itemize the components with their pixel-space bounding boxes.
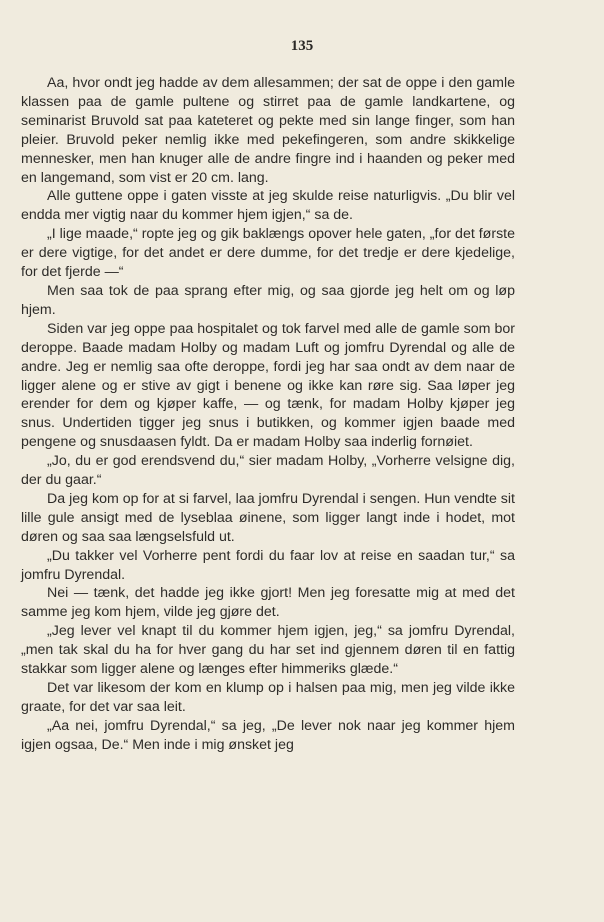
paragraph: „I lige maade,“ ropte jeg og gik baklængs opover hele gaten, „for det første er dere vigtige, for det andet er dere dumme, for det tredje er dere kjedelige, for det fjerde —“ [21, 226, 515, 281]
paragraph: Da jeg kom op for at si farvel, laa jomfru Dyrendal i sengen. Hun vendte sit lille gule ansigt med de lyseblaa øinene, som ligger langt inde i hodet, mot døren og saa saa længselsfuld ut. [21, 490, 515, 545]
paragraph: Alle guttene oppe i gaten visste at jeg skulde reise naturligvis. „Du blir vel endda mer vigtig naar du kommer hjem igjen,“ sa de. [21, 188, 515, 224]
paragraph: Men saa tok de paa sprang efter mig, og saa gjorde jeg helt om og løp hjem. [21, 282, 515, 318]
paragraph: Siden var jeg oppe paa hospitalet og tok farvel med alle de gamle som bor deroppe. Baade madam Holby og madam Luft og jomfru Dyrendal og alle de andre. Jeg er nemlig saa ofte deroppe, fordi jeg har saa ondt av dem naar de ligger alene og er stive av gigt i benene og ikke kan røre sig. Saa løper jeg erender for dem og kjøper kaffe, — og tænk, for madam Holby kjøper jeg snus. Undertiden tigger jeg snus i butikken, og kommer igjen baade med pengene og snusdaasen fyldt. Da er madam Holby saa inderlig fornøiet. [21, 320, 515, 451]
page-number: 135 [290, 38, 314, 54]
paragraph: „Du takker vel Vorherre pent fordi du faar lov at reise en saadan tur,“ sa jomfru Dyrendal. [21, 547, 515, 583]
body-text [21, 74, 515, 755]
paragraph: „Jeg lever vel knapt til du kommer hjem igjen, jeg,“ sa jomfru Dyrendal, „men tak skal du ha for hver gang du har set ind gjennem døren til en fattig stakkar som ligger alene og længes efter himmeriks glæde.“ [21, 623, 515, 678]
paragraph: Nei — tænk, det hadde jeg ikke gjort! Men jeg foresatte mig at med det samme jeg kom hjem, vilde jeg gjøre det. [21, 585, 515, 621]
paragraph: Det var likesom der kom en klump op i halsen paa mig, men jeg vilde ikke graate, for det var saa leit. [21, 680, 515, 715]
paragraph: „Aa nei, jomfru Dyrendal,“ sa jeg, „De lever nok naar jeg kommer hjem igjen ogsaa, De.“ Men inde i mig ønsket jeg [21, 717, 515, 753]
paragraph: Aa, hvor ondt jeg hadde av dem allesammen; der sat de oppe i den gamle klassen paa de gamle pultene og stirret paa de gamle landkartene, og seminarist Bruvold sat paa kateteret og pekte med sin lange finger, som han pleier. Bruvold peker nemlig ikke med pekefingeren, som andre skikkelige mennesker, men han knuger alle de andre fingre ind i haanden og peker med en langemand, som vist er 20 cm. lang. [21, 75, 515, 186]
paragraph: „Jo, du er god erendsvend du,“ sier madam Holby, „Vorherre velsigne dig, der du gaar.“ [21, 453, 515, 489]
